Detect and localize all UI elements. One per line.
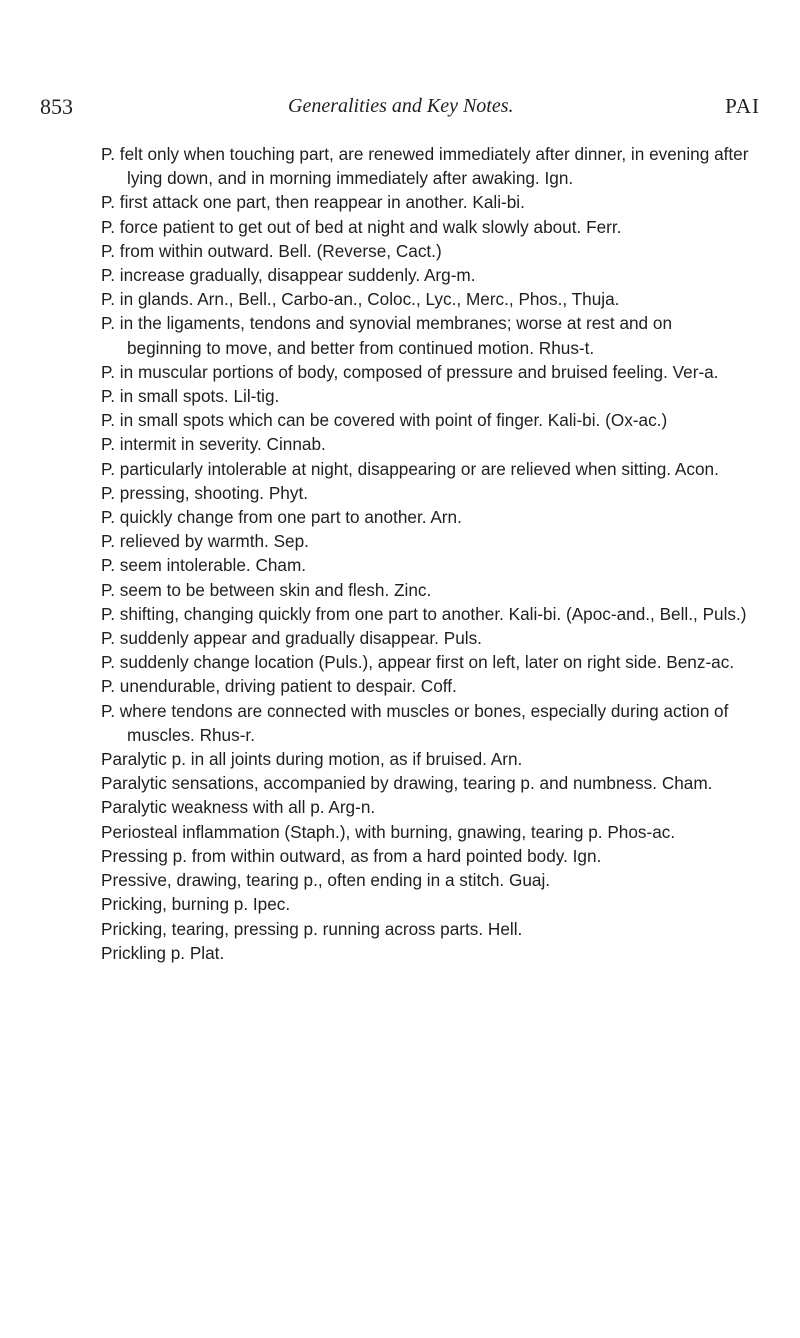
list-item: P. intermit in severity. Cinnab.: [101, 434, 326, 455]
list-item: P. in small spots which can be covered with point of finger. Kali-bi. (Ox-ac.): [101, 410, 668, 431]
page-header: [40, 94, 760, 124]
list-item: Pressive, drawing, tearing p., often ending in a stitch. Guaj.: [101, 870, 551, 891]
section-code: PAI: [725, 94, 760, 118]
list-item: P. in small spots. Lil-tig.: [101, 386, 280, 407]
list-item: P. force patient to get out of bed at night and walk slowly about. Ferr.: [101, 216, 622, 237]
list-item: P. from within outward. Bell. (Reverse, Cact.): [101, 240, 442, 261]
list-item: Pricking, tearing, pressing p. running across parts. Hell.: [101, 918, 523, 939]
list-item: Pressing p. from within outward, as from a hard pointed body. Ign.: [101, 845, 602, 866]
list-item: P. shifting, changing quickly from one part to another. Kali-bi. (Apoc-and., Bell., Puls.): [101, 603, 747, 624]
list-item: P. unendurable, driving patient to despair. Coff.: [101, 676, 457, 697]
list-item: Paralytic sensations, accompanied by drawing, tearing p. and numbness. Cham.: [101, 773, 713, 794]
list-item: Paralytic p. in all joints during motion, as if bruised. Arn.: [101, 749, 523, 770]
page-number: 853: [40, 94, 73, 119]
list-item: P. particularly intolerable at night, disappearing or are relieved when sitting. Acon.: [101, 458, 719, 479]
list-item: Periosteal inflammation (Staph.), with burning, gnawing, tearing p. Phos-ac.: [101, 821, 676, 842]
list-item: P. first attack one part, then reappear in another. Kali-bi.: [101, 192, 525, 213]
list-item: P. suddenly appear and gradually disappear. Puls.: [101, 628, 482, 649]
list-item: P. suddenly change location (Puls.), appear first on left, later on right side. Benz-ac.: [101, 652, 735, 673]
list-item: Pricking, burning p. Ipec.: [101, 894, 291, 915]
list-item: P. seem to be between skin and flesh. Zinc.: [101, 579, 432, 600]
list-item: Prickling p. Plat.: [101, 942, 225, 963]
list-item: P. quickly change from one part to another. Arn.: [101, 507, 462, 528]
running-title: Generalities and Key Notes.: [288, 95, 514, 117]
list-item: Paralytic weakness with all p. Arg-n.: [101, 797, 376, 818]
list-item: P. relieved by warmth. Sep.: [101, 531, 309, 552]
list-item: P. felt only when touching part, are renewed immediately after dinner, in evening after lying down, and in morning immediately after awaking. Ign.: [101, 144, 749, 189]
list-item: P. where tendons are connected with muscles or bones, especially during action of muscles. Rhus-r.: [101, 700, 729, 745]
entry-list: [101, 142, 751, 965]
list-item: P. in muscular portions of body, composed of pressure and bruised feeling. Ver-a.: [101, 361, 719, 382]
list-item: P. pressing, shooting. Phyt.: [101, 482, 309, 503]
list-item: P. increase gradually, disappear suddenly. Arg-m.: [101, 265, 476, 286]
list-item: P. in glands. Arn., Bell., Carbo-an., Coloc., Lyc., Merc., Phos., Thuja.: [101, 289, 620, 310]
list-item: P. in the ligaments, tendons and synovial membranes; worse at rest and on beginning to move, and better from continued motion. Rhus-t.: [101, 313, 673, 358]
list-item: P. seem intolerable. Cham.: [101, 555, 307, 576]
